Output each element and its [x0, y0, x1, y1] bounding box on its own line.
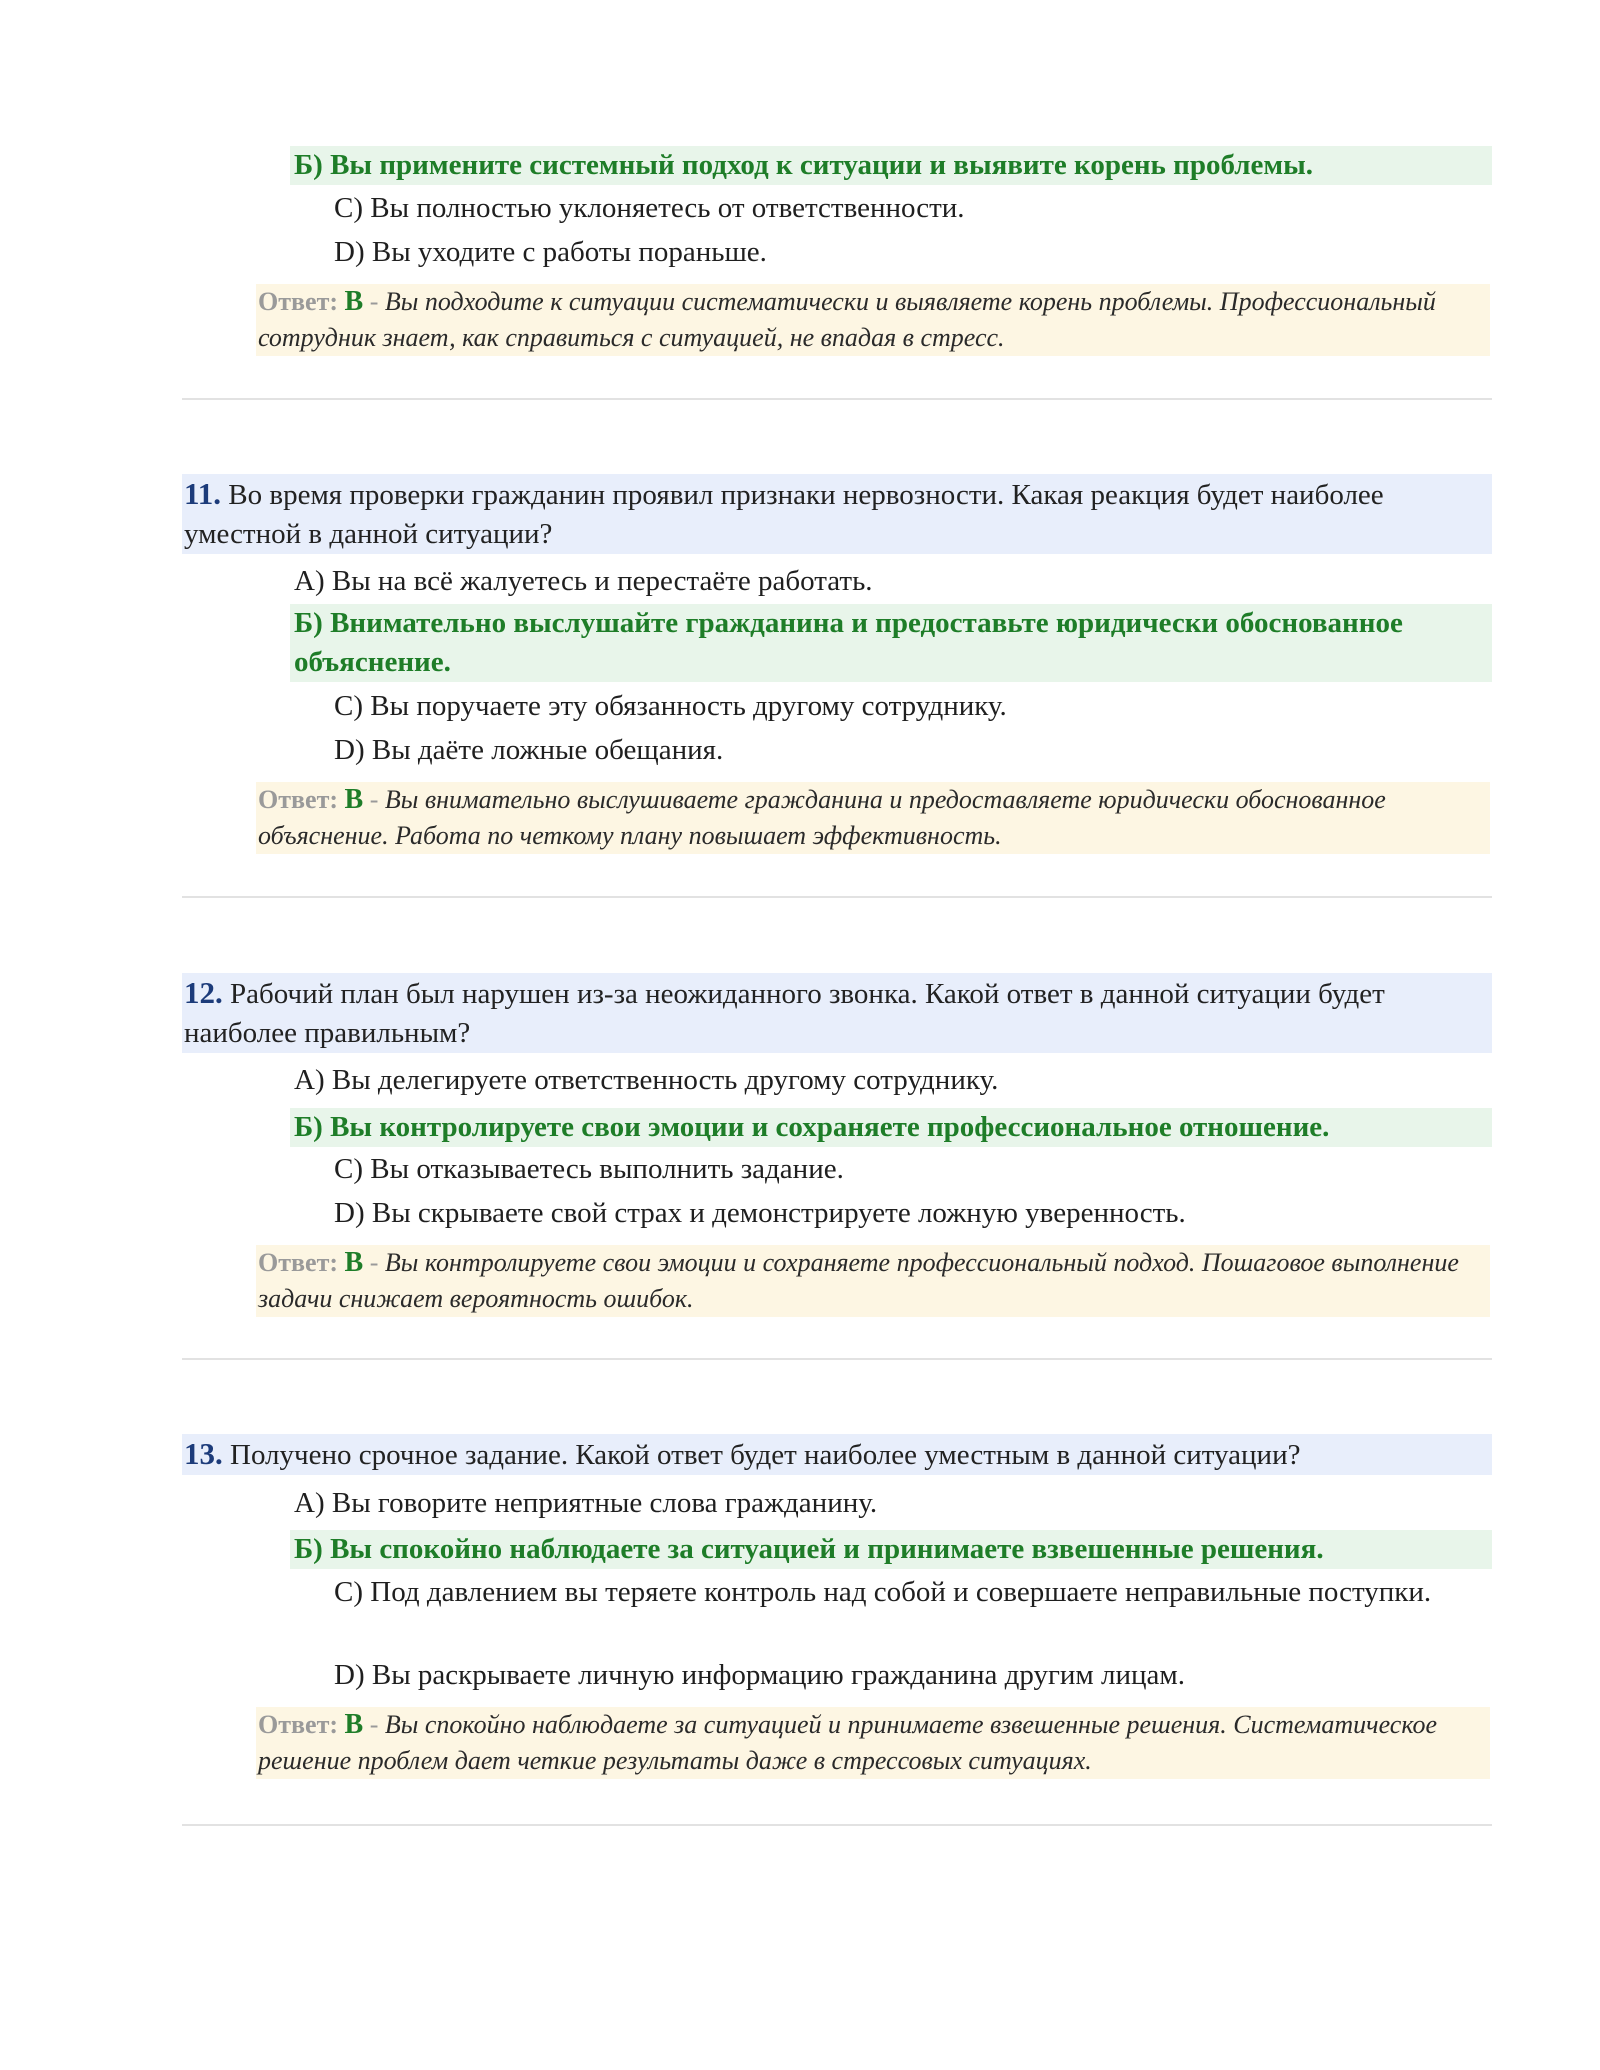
question-number: 12.: [184, 975, 223, 1010]
answer-explanation: Вы контролируете свои эмоции и сохраняете профессиональный подход. Пошаговое выполнение задачи снижает вероятность ошибок.: [258, 1248, 1459, 1313]
option-d: D) Вы уходите с работы пораньше.: [334, 236, 767, 268]
answer-explanation: Вы подходите к ситуации систематически и выявляете корень проблемы. Профессиональный сотрудник знает, как справиться с ситуацией, не впадая в стресс.: [258, 287, 1436, 352]
question-text: [182, 973, 1492, 1053]
question-text: [182, 474, 1492, 554]
question-body: Во время проверки гражданин проявил признаки нервозности. Какая реакция будет наиболее уместной в данной ситуации?: [184, 479, 1384, 550]
answer-explanation: Вы спокойно наблюдаете за ситуацией и принимаете взвешенные решения. Систематическое решение проблем дает четкие результаты даже в стрессовых ситуациях.: [258, 1710, 1438, 1775]
option-c: C) Под давлением вы теряете контроль над собой и совершаете неправильные поступки.: [334, 1576, 1432, 1608]
answer-letter: B: [344, 1709, 364, 1740]
answer-dash: -: [369, 1248, 379, 1277]
answer-dash: -: [369, 1710, 379, 1739]
question-number: 13.: [184, 1436, 223, 1471]
option-c: C) Вы поручаете эту обязанность другому сотруднику.: [334, 690, 1007, 722]
divider: [182, 398, 1492, 400]
option-a: A) Вы делегируете ответственность другому сотруднику.: [294, 1064, 999, 1096]
answer-letter: B: [344, 784, 364, 815]
divider: [182, 896, 1492, 898]
answer-explanation: Вы внимательно выслушиваете гражданина и предоставляете юридически обоснованное объяснение. Работа по четкому плану повышает эффективность.: [258, 785, 1386, 850]
answer-box: [256, 1707, 1490, 1779]
option-c: C) Вы полностью уклоняетесь от ответственности.: [334, 192, 965, 224]
answer-letter: B: [344, 1247, 364, 1278]
question-body: Рабочий план был нарушен из-за неожиданного звонка. Какой ответ в данной ситуации будет наиболее правильным?: [184, 978, 1385, 1049]
answer-letter: B: [344, 286, 364, 317]
answer-dash: -: [369, 287, 379, 316]
option-a: A) Вы говорите неприятные слова гражданину.: [294, 1487, 878, 1519]
correct-option: Б) Внимательно выслушайте гражданина и предоставьте юридически обоснованное объяснение.: [290, 604, 1492, 682]
answer-box: [256, 1245, 1490, 1317]
question-body: Получено срочное задание. Какой ответ будет наиболее уместным в данной ситуации?: [230, 1439, 1301, 1471]
option-c: C) Вы отказываетесь выполнить задание.: [334, 1153, 844, 1185]
answer-label: Ответ:: [258, 287, 339, 316]
answer-label: Ответ:: [258, 1248, 339, 1277]
answer-label: Ответ:: [258, 1710, 339, 1739]
answer-box: [256, 284, 1490, 356]
question-text: [182, 1434, 1492, 1475]
answer-label: Ответ:: [258, 785, 339, 814]
divider: [182, 1358, 1492, 1360]
correct-option: Б) Вы контролируете свои эмоции и сохраняете профессиональное отношение.: [290, 1108, 1492, 1147]
answer-dash: -: [369, 785, 379, 814]
answer-box: [256, 782, 1490, 854]
option-d: D) Вы раскрываете личную информацию гражданина другим лицам.: [334, 1659, 1185, 1691]
correct-option: Б) Вы примените системный подход к ситуации и выявите корень проблемы.: [290, 146, 1492, 185]
question-number: 11.: [184, 476, 222, 511]
option-d: D) Вы даёте ложные обещания.: [334, 734, 724, 766]
correct-option: Б) Вы спокойно наблюдаете за ситуацией и принимаете взвешенные решения.: [290, 1530, 1492, 1569]
option-a: A) Вы на всё жалуетесь и перестаёте работать.: [294, 565, 873, 597]
option-d: D) Вы скрываете свой страх и демонстрируете ложную уверенность.: [334, 1197, 1186, 1229]
divider: [182, 1824, 1492, 1826]
